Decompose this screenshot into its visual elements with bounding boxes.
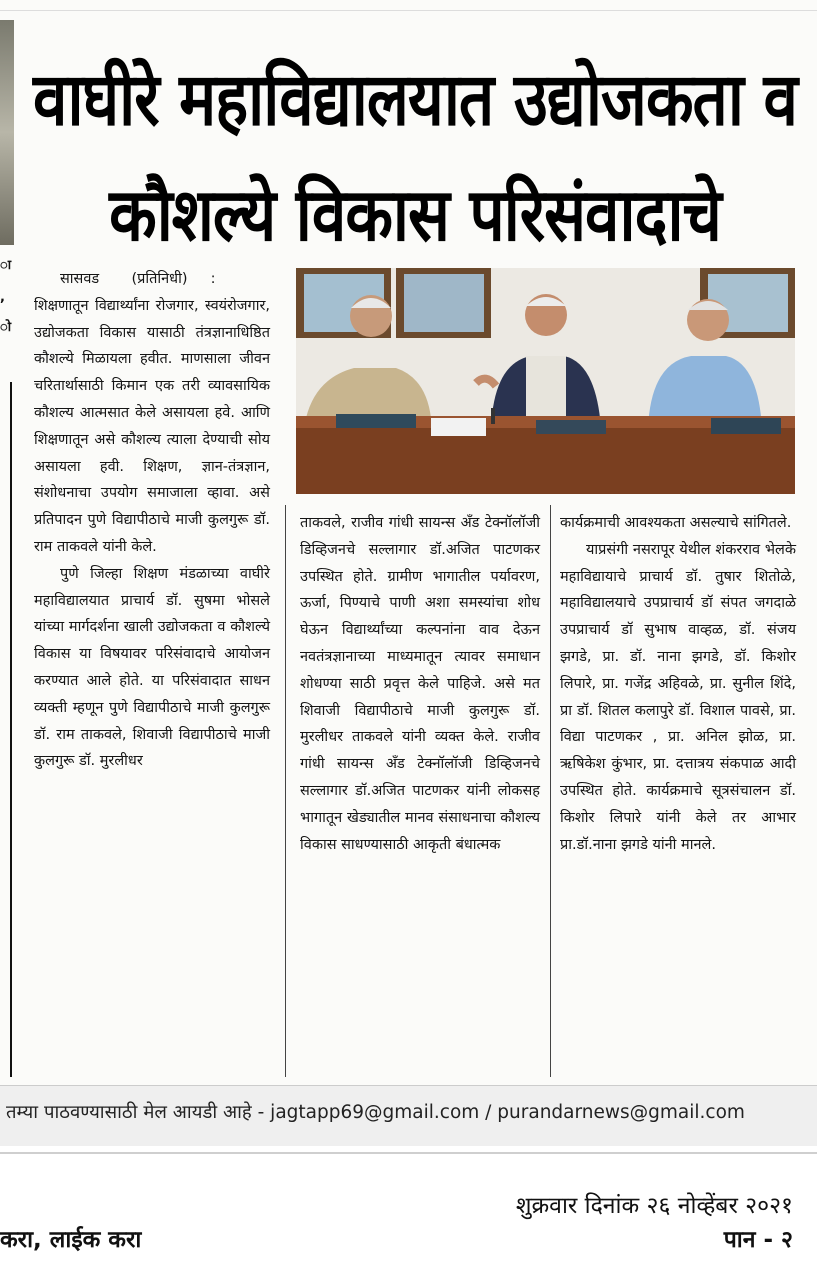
column-rule xyxy=(285,505,286,1077)
paragraph: याप्रसंगी नसरापूर येथील शंकरराव भेलके महाविद्यायाचे प्राचार्य डॉ. तुषार शितोळे, महाविद्यालयाचे उपप्राचार्य डॉ संपत जगदाळे उपप्राचार्य डॉ सुभाष वाव्हळ, डॉ. संजय झगडे, प्रा. डॉ. नाना झगडे, डॉ. किशोर लिपारे, प्रा. गजेंद्र अहिवळे, प्रा. सुनील शिंदे, प्रा डॉ. शितल कलापुरे डॉ. विशाल पावसे, प्रा. विद्या पाटणकर , प्रा. अनिल झोळ, प्रा. ऋषिकेश कुंभार, प्रा. दत्तात्रय संकपाळ आदी उपस्थित होते. कार्यक्रमाचे सूत्रसंचालन डॉ. किशोर लिपारे यांनी केले तर आभार प्रा.डॉ.नाना झगडे यांनी मानले. xyxy=(560,541,796,853)
headline-line-2: कौशल्ये विकास परिसंवादाचे xyxy=(109,171,721,258)
article-column-3 xyxy=(560,510,796,858)
paragraph: कार्यक्रमाची आवश्यकता असल्याचे सांगितले. xyxy=(560,515,792,531)
dateline-place: सासवड xyxy=(60,271,100,287)
left-margin-fragment: , xyxy=(0,290,5,305)
dateline-colon: : xyxy=(210,271,216,287)
issue-date: शुक्रवार दिनांक २६ नोव्हेंबर २०२१ xyxy=(515,1193,793,1219)
footer-divider xyxy=(0,1152,817,1154)
dateline xyxy=(34,266,270,293)
left-neighbor-photo xyxy=(0,20,14,245)
article-column-1 xyxy=(34,266,270,775)
dateline-source: (प्रतिनिधी) xyxy=(131,271,188,287)
page-number: पान - २ xyxy=(723,1227,793,1253)
left-column-rule xyxy=(10,382,12,1077)
contact-email-line: तम्या पाठवण्यासाठी मेल आयडी आहे - jagtapp69@gmail.com / purandarnews@gmail.com xyxy=(6,1102,745,1123)
paragraph: पुणे जिल्हा शिक्षण मंडळाच्या वाघीरे महाविद्यालयात प्राचार्य डॉ. सुषमा भोसले यांच्या मार्गदर्शना खाली उद्योजकता व कौशल्ये विकास या विषयावर परिसंवादाचे आयोजन करण्यात आले होते. या परिसंवादात साधन व्यक्ती म्हणून पुणे विद्यापीठाचे माजी कुलगुरू डॉ. राम ताकवले, शिवाजी विद्यापीठाचे माजी कुलगुरू डॉ. मुरलीधर xyxy=(34,565,270,770)
left-margin-fragment: ा xyxy=(0,258,12,273)
footer-motto: करा, लाईक करा xyxy=(0,1227,142,1253)
left-margin-fragment: ो xyxy=(0,320,12,335)
event-photo xyxy=(296,268,795,494)
column-rule xyxy=(550,505,551,1077)
headline-line-1: वाघीरे महाविद्यालयात उद्योजकता व xyxy=(32,56,798,143)
paragraph: शिक्षणातून विद्यार्थ्यांना रोजगार, स्वयंरोजगार, उद्योजकता विकास यासाठी तंत्रज्ञानाधिष्ठित कौशल्ये मिळायला हवीत. माणसाला जीवन चरितार्थासाठी किमान एक तरी व्यावसायिक कौशल्य आत्मसात केले असायला हवे. आणि शिक्षणातून असे कौशल्य त्याला देण्याची सोय असायला हवी. शिक्षण, ज्ञान-तंत्रज्ञान, संशोधनाचा उपयोग समाजाला व्हावा. असे प्रतिपादन पुणे विद्यापीठाचे माजी कुलगुरू डॉ. राम ताकवले यांनी केले. xyxy=(34,297,270,555)
paragraph: ताकवले, राजीव गांधी सायन्स अँड टेक्नॉलॉजी डिव्हिजनचे सल्लागार डॉ.अजित पाटणकर उपस्थित होते. ग्रामीण भागातील पर्यावरण, ऊर्जा, पिण्याचे पाणी अशा समस्यांचा शोध घेऊन विद्यार्थ्यांच्या कल्पनांना वाव देऊन नवतंत्रज्ञानाच्या माध्यमातून त्यावर समाधान शोधण्या साठी प्रवृत्त केले पाहिजे. असे मत शिवाजी विद्यापीठाचे माजी कुलगुरू डॉ. मुरलीधर ताकवले यांनी व्यक्त केले. राजीव गांधी सायन्स अँड टेक्नॉलॉजी डिव्हिजनचे सल्लागार डॉ.अजित पाटणकर यांनी लोकसह भागातून खेड्यातील मानव संसाधनाचा कौशल्य विकास साधण्यासाठी आकृती बंधात्मक xyxy=(300,515,540,853)
top-cut-edge xyxy=(0,0,817,11)
article-column-2 xyxy=(300,510,540,858)
